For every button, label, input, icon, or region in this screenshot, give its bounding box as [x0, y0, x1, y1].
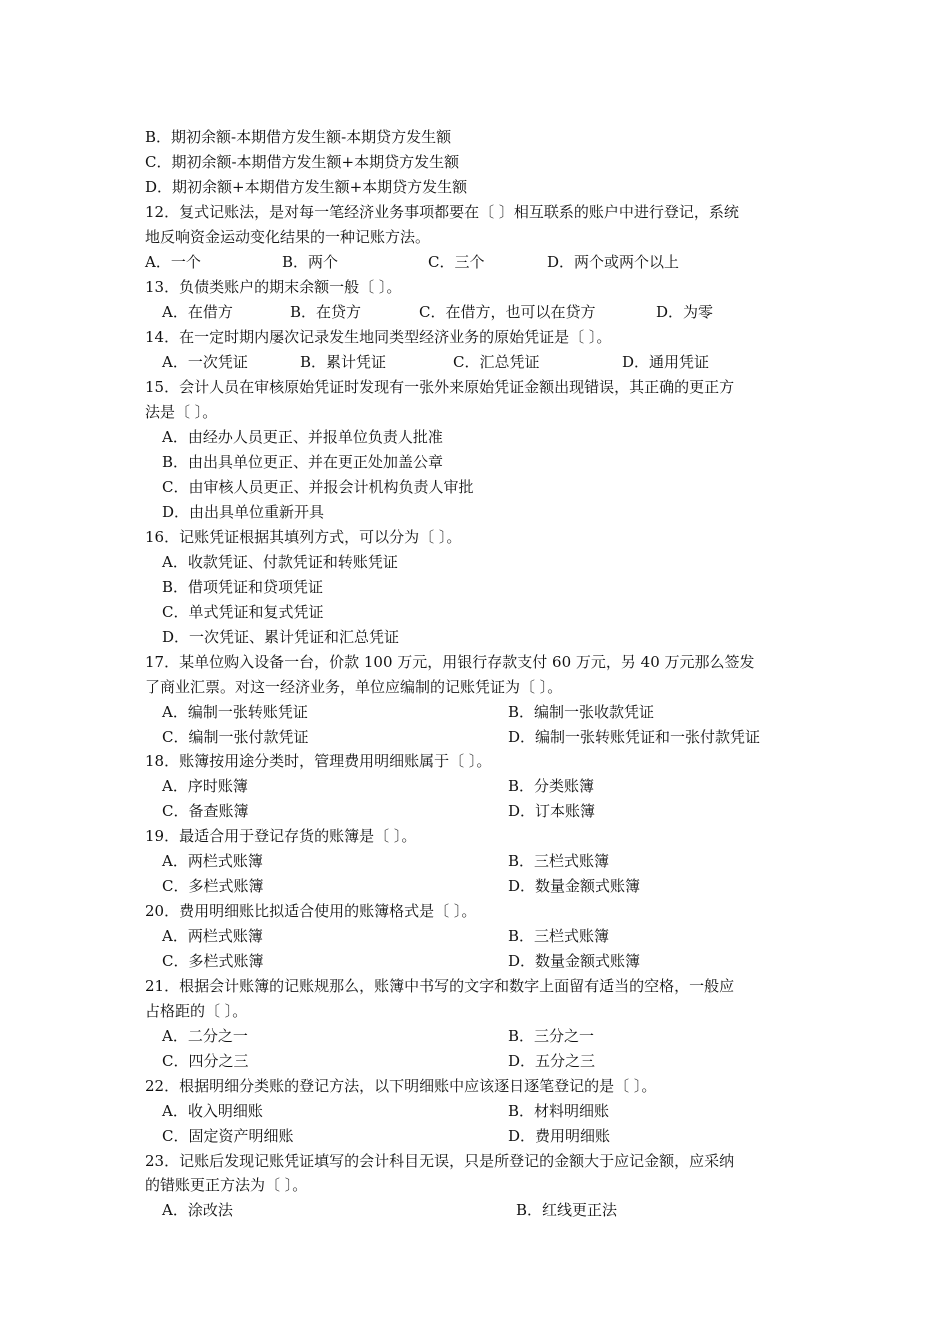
q15-option-b: B．由出具单位更正、并在更正处加盖公章: [162, 453, 444, 471]
q23-stem-line1: 23．记账后发现记账凭证填写的会计科目无误，只是所登记的金额大于应记金额，应采纳: [145, 1152, 735, 1170]
q15-option-c: C．由审核人员更正、并报会计机构负责人审批: [162, 478, 474, 496]
q14-option-c: C．汇总凭证: [453, 353, 540, 371]
q21-option-c: C．四分之三: [162, 1052, 249, 1070]
q23-stem-line2: 的错账更正方法为〔 〕。: [145, 1176, 308, 1194]
q13-option-c: C．在借方，也可以在贷方: [419, 303, 596, 321]
q22-option-d: D．费用明细账: [508, 1127, 611, 1145]
q21-stem-line2: 占格距的〔 〕。: [145, 1002, 248, 1020]
q18-option-a: A．序时账簿: [162, 777, 248, 795]
q20-stem: 20．费用明细账比拟适合使用的账簿格式是〔 〕。: [145, 902, 477, 920]
q12-option-b: B．两个: [282, 253, 339, 271]
q12-option-c: C．三个: [428, 253, 485, 271]
q18-option-d: D．订本账簿: [508, 802, 596, 820]
q13-stem: 13．负债类账户的期末余额一般〔 〕。: [145, 278, 402, 296]
q11-option-c: C．期初余额-本期借方发生额+本期贷方发生额: [145, 153, 460, 171]
q22-option-b: B．材料明细账: [508, 1102, 610, 1120]
q17-stem-line1: 17．某单位购入设备一台，价款 100 万元，用银行存款支付 60 万元，另 40 万元那么签发: [145, 653, 755, 671]
q13-option-b: B．在贷方: [290, 303, 362, 321]
q22-stem: 22．根据明细分类账的登记方法，以下明细账中应该逐日逐笔登记的是〔 〕。: [145, 1077, 657, 1095]
q17-option-a: A．编制一张转账凭证: [162, 703, 308, 721]
q12-option-a: A．一个: [145, 253, 201, 271]
q19-option-d: D．数量金额式账簿: [508, 877, 641, 895]
q14-option-a: A．一次凭证: [162, 353, 248, 371]
q22-option-c: C．固定资产明细账: [162, 1127, 294, 1145]
q14-option-b: B．累计凭证: [300, 353, 387, 371]
q12-stem-line2: 地反响资金运动变化结果的一种记账方法。: [145, 228, 431, 246]
q20-option-d: D．数量金额式账簿: [508, 952, 641, 970]
q14-stem: 14．在一定时期内屡次记录发生地同类型经济业务的原始凭证是〔 〕。: [145, 328, 612, 346]
q23-option-a: A．涂改法: [162, 1201, 233, 1219]
q12-stem-line1: 12．复式记账法，是对每一笔经济业务事项都要在〔 〕相互联系的账户中进行登记，系统: [145, 203, 739, 221]
q17-stem-line2: 了商业汇票。对这一经济业务，单位应编制的记账凭证为〔 〕。: [145, 678, 563, 696]
q19-option-c: C．多栏式账簿: [162, 877, 264, 895]
q15-stem-line1: 15．会计人员在审核原始凭证时发现有一张外来原始凭证金额出现错误，其正确的更正方: [145, 378, 735, 396]
q22-option-a: A．收入明细账: [162, 1102, 263, 1120]
q13-option-a: A．在借方: [162, 303, 233, 321]
q15-option-d: D．由出具单位重新开具: [162, 503, 325, 521]
q21-stem-line1: 21．根据会计账簿的记账规那么，账簿中书写的文字和数字上面留有适当的空格，一般应: [145, 977, 735, 995]
q16-option-c: C．单式凭证和复式凭证: [162, 603, 324, 621]
q19-stem: 19．最适合用于登记存货的账簿是〔 〕。: [145, 827, 417, 845]
q14-option-d: D．通用凭证: [622, 353, 710, 371]
q21-option-b: B．三分之一: [508, 1027, 595, 1045]
q23-option-b: B．红线更正法: [516, 1201, 618, 1219]
q11-option-b: B．期初余额-本期借方发生额-本期贷方发生额: [145, 128, 452, 146]
q19-option-a: A．两栏式账簿: [162, 852, 263, 870]
q17-option-c: C．编制一张付款凭证: [162, 728, 309, 746]
q16-option-d: D．一次凭证、累计凭证和汇总凭证: [162, 628, 400, 646]
q16-stem: 16．记账凭证根据其填列方式，可以分为〔 〕。: [145, 528, 462, 546]
q15-stem-line2: 法是〔 〕。: [145, 403, 218, 421]
q21-option-d: D．五分之三: [508, 1052, 596, 1070]
q11-option-d: D．期初余额+本期借方发生额+本期贷方发生额: [145, 178, 468, 196]
q16-option-a: A．收款凭证、付款凭证和转账凭证: [162, 553, 398, 571]
q20-option-b: B．三栏式账簿: [508, 927, 610, 945]
q15-option-a: A．由经办人员更正、并报单位负责人批准: [162, 428, 443, 446]
q17-option-b: B．编制一张收款凭证: [508, 703, 655, 721]
q20-option-a: A．两栏式账簿: [162, 927, 263, 945]
q21-option-a: A．二分之一: [162, 1027, 248, 1045]
q13-option-d: D．为零: [656, 303, 714, 321]
q16-option-b: B．借项凭证和贷项凭证: [162, 578, 324, 596]
q18-stem: 18．账簿按用途分类时，管理费用明细账属于〔 〕。: [145, 752, 492, 770]
q12-option-d: D．两个或两个以上: [547, 253, 680, 271]
q18-option-c: C．备查账簿: [162, 802, 249, 820]
q18-option-b: B．分类账簿: [508, 777, 595, 795]
q19-option-b: B．三栏式账簿: [508, 852, 610, 870]
q17-option-d: D．编制一张转账凭证和一张付款凭证: [508, 728, 761, 746]
q20-option-c: C．多栏式账簿: [162, 952, 264, 970]
